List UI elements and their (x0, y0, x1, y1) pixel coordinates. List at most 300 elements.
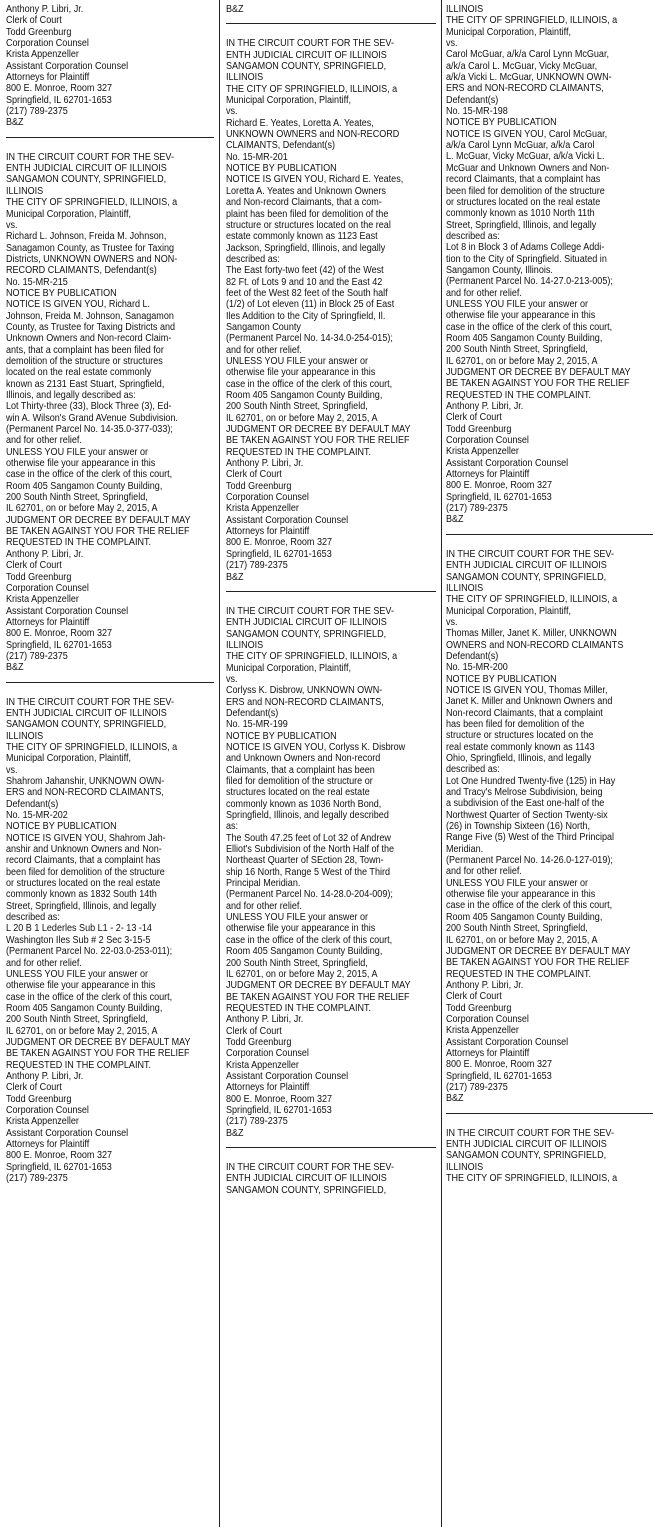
notice-line: Springfield, IL 62701-1653 (446, 1070, 552, 1082)
notice-line: Principal Meridian. (226, 878, 301, 890)
notice-line: Attorneys for Plaintiff (446, 1047, 530, 1059)
notice-line: Anthony P. Libri, Jr. (226, 1014, 304, 1026)
notice-line: 800 E. Monroe, Room 327 (6, 1150, 113, 1162)
notice-line: SANGAMON COUNTY, SPRINGFIELD, (446, 571, 607, 583)
notice-line: Springfield, IL 62701-1653 (6, 1161, 112, 1173)
notice-line: Assistant Corporation Counsel (226, 514, 349, 526)
notice-line: Room 405 Sangamon County Building, (6, 480, 163, 492)
notice-line: THE CITY OF SPRINGFIELD, ILLINOIS, a (446, 594, 618, 606)
legal-notice-block (226, 1158, 436, 1202)
notice-line: vs. (446, 38, 458, 50)
notice-line: Corporation Counsel (226, 492, 309, 504)
notice-line: Assistant Corporation Counsel (6, 60, 129, 72)
notice-line: case in the office of the clerk of this court, (226, 934, 393, 946)
notice-line: NOTICE IS GIVEN YOU, Shahrom Jah- (6, 832, 166, 844)
notice-line: Room 405 Sangamon County Building, (226, 390, 383, 401)
notice-line: Attorneys for Plaintiff (226, 1082, 310, 1094)
notice-line: JUDGMENT OR DECREE BY DEFAULT MAY (6, 514, 191, 526)
notice-line: NOTICE BY PUBLICATION (226, 730, 337, 742)
notice-line: ILLINOIS (446, 4, 484, 15)
notice-line: 200 South Ninth Street, Springfield, (446, 344, 588, 356)
notice-line: otherwise file your appearance in this (6, 458, 156, 470)
notice-line: case in the office of the clerk of this court, (446, 321, 613, 333)
notice-line: case in the office of the clerk of this court, (6, 991, 173, 1003)
notice-line: vs. (6, 219, 18, 231)
notice-line: Range Five (5) West of the Third Principal (446, 832, 615, 844)
notice-line: REQUESTED IN THE COMPLAINT. (226, 446, 372, 458)
notice-line: Street, Springfield, Illinois, and legally (6, 900, 157, 912)
notice-line: Northeast Quarter of SEction 28, Town- (226, 855, 384, 867)
notice-line: Municipal Corporation, Plaintiff, (446, 605, 571, 617)
notice-line: SANGAMON COUNTY, SPRINGFIELD, (226, 628, 387, 640)
notice-line: described as: (446, 764, 500, 776)
notice-line: JUDGMENT OR DECREE BY DEFAULT MAY (446, 945, 631, 957)
notice-line: ILLINOIS (226, 72, 264, 84)
notice-line: JUDGMENT OR DECREE BY DEFAULT MAY (446, 367, 631, 378)
notice-line: IL 62701, on or before May 2, 2015, A (6, 503, 158, 515)
notice-line: IN THE CIRCUIT COURT FOR THE SEV- (446, 548, 614, 560)
notice-line: Thomas Miller, Janet K. Miller, UNKNOWN (446, 628, 617, 640)
legal-notice-block (6, 0, 214, 135)
notice-line: otherwise file your appearance in this (226, 367, 376, 379)
notice-line: Room 405 Sangamon County Building, (226, 946, 383, 958)
notice-line: Janet K. Miller and Unknown Owners and (446, 696, 613, 708)
notice-line: 800 E. Monroe, Room 327 (446, 1059, 553, 1071)
notice-line: Krista Appenzeller (6, 1116, 79, 1128)
notice-line: L. McGuar, Vicky McGuar, a/k/a Vicki L. (446, 151, 605, 163)
notice-line: demolition of the structure or structures (6, 355, 163, 367)
notice-line: (217) 789-2375 (446, 1081, 508, 1093)
notice-line: Clerk of Court (6, 15, 62, 27)
notice-line: ILLINOIS (6, 185, 44, 197)
notice-line: NOTICE BY PUBLICATION (446, 673, 557, 685)
notice-line: and for other relief. (226, 344, 302, 356)
notice-line: No. 15-MR-202 (6, 810, 68, 822)
notice-line: Assistant Corporation Counsel (6, 1127, 129, 1139)
notice-line: Clerk of Court (226, 1025, 282, 1037)
notice-line: located on the real estate commonly (6, 367, 152, 379)
notice-line: Clerk of Court (6, 560, 62, 572)
notice-line: UNLESS YOU FILE your answer or (226, 355, 369, 367)
notice-line: Room 405 Sangamon County Building, (446, 332, 603, 344)
notice-line: Sangamon County (226, 321, 301, 333)
notice-line: Todd Greenburg (6, 1093, 72, 1105)
notice-line: and Tracy's Melrose Subdivision, being (446, 787, 603, 799)
notice-line: ILLINOIS (446, 1161, 484, 1173)
notice-line: (Permanent Parcel No. 22-03.0-253-011); (6, 946, 173, 958)
notice-line: known as 2131 East Stuart, Springfield, (6, 378, 165, 390)
notice-line: record Claimants, that a complaint has (446, 174, 601, 186)
notice-line: NOTICE BY PUBLICATION (6, 821, 117, 833)
notice-line: IN THE CIRCUIT COURT FOR THE SEV- (6, 151, 174, 163)
notice-line: (217) 789-2375 (6, 1173, 68, 1185)
notice-line: structure or structures located on the (446, 730, 594, 742)
notice-line: ILLINOIS (446, 582, 484, 594)
notice-line: or structures located on the real estate (446, 196, 601, 208)
notice-line: B&Z (226, 4, 244, 15)
notice-line: Lot Thirty-three (33), Block Three (3), Ed- (6, 401, 172, 413)
notice-line: Attorneys for Plaintiff (226, 526, 310, 538)
notice-line: Krista Appenzeller (446, 446, 519, 458)
notice-line: REQUESTED IN THE COMPLAINT. (226, 1002, 372, 1014)
notice-line: Non-record Claimants, that a complaint (446, 707, 603, 719)
notice-line: as: (226, 821, 239, 833)
notice-line: (Permanent Parcel No. 14-28.0-204-009); (226, 889, 393, 901)
notice-line: Municipal Corporation, Plaintiff, (6, 753, 131, 765)
notice-line: Room 405 Sangamon County Building, (6, 1002, 163, 1014)
notice-line: IN THE CIRCUIT COURT FOR THE SEV- (226, 605, 394, 617)
legal-notice-block (226, 0, 436, 21)
notice-line: and Unknown Owners and Non-record (226, 753, 381, 765)
notice-line: ERS and NON-RECORD CLAIMANTS, (226, 696, 384, 708)
notice-line: (Permanent Parcel No. 14-27.0-213-005); (446, 276, 613, 288)
notice-line: IN THE CIRCUIT COURT FOR THE SEV- (446, 1127, 614, 1139)
notice-line: Krista Appenzeller (226, 503, 299, 515)
notice-line: County, as Trustee for Taxing Districts and (6, 321, 176, 333)
notice-line: Jackson, Springfield, Illinois, and legally (226, 242, 386, 254)
notice-line: THE CITY OF SPRINGFIELD, ILLINOIS, a (6, 741, 178, 753)
notice-line: Corporation Counsel (6, 1104, 89, 1116)
notice-line: Todd Greenburg (446, 423, 512, 435)
notice-line: Clerk of Court (446, 991, 502, 1003)
notice-separator (226, 591, 436, 592)
notice-line: Defendant(s) (6, 798, 59, 810)
notice-line: win A. Wilson's Grand AVenue Subdivision. (6, 412, 178, 424)
notice-line: Municipal Corporation, Plaintiff, (226, 95, 351, 107)
notice-line: record Claimants, that a complaint has (6, 855, 161, 867)
notice-line: Anthony P. Libri, Jr. (226, 458, 304, 470)
notice-line: Krista Appenzeller (446, 1025, 519, 1037)
notice-line: Corporation Counsel (226, 1048, 309, 1060)
notice-line: The South 47.25 feet of Lot 32 of Andrew (226, 832, 391, 844)
notice-line: Anthony P. Libri, Jr. (6, 4, 84, 15)
legal-notice-block (6, 148, 214, 680)
notice-line: B&Z (226, 1127, 244, 1139)
notice-line: BE TAKEN AGAINST YOU FOR THE RELIEF (226, 435, 410, 447)
notice-line: Springfield, IL 62701-1653 (6, 639, 112, 651)
notice-line: BE TAKEN AGAINST YOU FOR THE RELIEF (6, 526, 190, 538)
notice-line: (217) 789-2375 (226, 560, 288, 572)
notice-line: NOTICE BY PUBLICATION (446, 117, 557, 129)
notice-line: 200 South Ninth Street, Springfield, (226, 401, 368, 413)
notice-line: case in the office of the clerk of this court, (226, 378, 393, 390)
notice-line: Richard E. Yeates, Loretta A. Yeates, (226, 117, 374, 129)
notice-line: 800 E. Monroe, Room 327 (226, 1093, 333, 1105)
notice-line: otherwise file your appearance in this (446, 310, 596, 322)
notice-line: IN THE CIRCUIT COURT FOR THE SEV- (6, 696, 174, 708)
notice-line: JUDGMENT OR DECREE BY DEFAULT MAY (6, 1036, 191, 1048)
notice-line: Todd Greenburg (6, 26, 72, 38)
notice-line: Room 405 Sangamon County Building, (446, 911, 603, 923)
notice-line: Springfield, IL 62701-1653 (226, 1104, 332, 1116)
notice-line: Northwest Quarter of Section Twenty-six (446, 809, 608, 821)
notice-line: IL 62701, on or before May 2, 2015, A (226, 968, 378, 980)
notice-line: McGuar and Unknown Owners and Non- (446, 162, 610, 174)
notice-line: ENTH JUDICIAL CIRCUIT OF ILLINOIS (446, 560, 607, 572)
notice-line: BE TAKEN AGAINST YOU FOR THE RELIEF (226, 991, 410, 1003)
notice-line: and for other relief. (6, 435, 82, 447)
notice-line: structures located on the real estate (226, 787, 370, 799)
notice-line: Elliot's Subdivision of the North Half of the (226, 844, 395, 856)
notice-line: B&Z (6, 117, 24, 129)
notice-line: otherwise file your appearance in this (226, 923, 376, 935)
notice-line: NOTICE IS GIVEN YOU, Richard L. (6, 299, 151, 311)
notice-line: tion to the City of Springfield. Situated in (446, 253, 607, 265)
notice-line: Shahrom Jahanshir, UNKNOWN OWN- (6, 776, 165, 787)
notice-line: been filed for demolition of the structure (446, 185, 605, 197)
notice-line: NOTICE IS GIVEN YOU, Corlyss K. Disbrow (226, 741, 406, 753)
legal-notice-block (226, 34, 436, 589)
notice-line: No. 15-MR-198 (446, 106, 508, 118)
notice-line: a/k/a Carol Lynn McGuar, a/k/a Carol (446, 140, 595, 152)
notice-line: Illinois, and legally described as: (6, 390, 136, 401)
notice-line: 200 South Ninth Street, Springfield, (446, 923, 588, 935)
notice-line: SANGAMON COUNTY, SPRINGFIELD, (226, 1184, 387, 1196)
notice-line: No. 15-MR-200 (446, 662, 508, 674)
notice-line: real estate commonly known as 1143 (446, 741, 595, 753)
notice-line: anshir and Unknown Owners and Non- (6, 844, 162, 856)
notice-line: and for other relief. (446, 287, 522, 299)
notice-line: (Permanent Parcel No. 14-34.0-254-015); (226, 333, 393, 345)
notice-line: JUDGMENT OR DECREE BY DEFAULT MAY (226, 424, 411, 436)
legal-notice-block (446, 1124, 653, 1191)
notice-separator (6, 682, 214, 683)
notice-line: ILLINOIS (6, 730, 44, 742)
notice-line: Attorneys for Plaintiff (446, 469, 530, 481)
notice-line: SANGAMON COUNTY, SPRINGFIELD, (446, 1150, 607, 1162)
notice-line: Assistant Corporation Counsel (446, 457, 569, 469)
notice-line: Districts, UNKNOWN OWNERS and NON- (6, 253, 178, 265)
notice-line: SANGAMON COUNTY, SPRINGFIELD, (6, 719, 167, 731)
notice-separator (226, 1147, 436, 1148)
notice-line: and Non-record Claimants, that a com- (226, 197, 382, 209)
notice-line: or structures located on the real estate (6, 878, 161, 890)
notice-line: UNLESS YOU FILE your answer or (6, 968, 149, 980)
notice-line: IL 62701, on or before May 2, 2015, A (446, 355, 598, 367)
notice-line: B&Z (226, 571, 244, 583)
notice-line: Richard L. Johnson, Freida M. Johnson, (6, 231, 167, 243)
notice-line: case in the office of the clerk of this court, (446, 900, 613, 912)
notice-line: Lot One Hundred Twenty-five (125) in Hay (446, 775, 616, 787)
notice-line: Todd Greenburg (446, 1002, 512, 1014)
notice-line: The East forty-two feet (42) of the West (226, 265, 384, 277)
notice-line: been filed for demolition of the structure (6, 866, 165, 878)
notice-line: Clerk of Court (226, 469, 282, 481)
notice-line: otherwise file your appearance in this (446, 889, 596, 901)
column-3 (446, 0, 653, 1527)
legal-notice-block (446, 0, 653, 532)
notice-line: REQUESTED IN THE COMPLAINT. (446, 968, 592, 980)
notice-line: ENTH JUDICIAL CIRCUIT OF ILLINOIS (446, 1139, 607, 1150)
notice-line: feet of the West 82 feet of the South half (226, 287, 388, 299)
notice-line: Street, Springfield, Illinois, and legally (446, 219, 597, 231)
legal-notice-block (226, 602, 436, 1145)
notice-line: No. 15-MR-201 (226, 151, 288, 163)
notice-line: case in the office of the clerk of this court, (6, 469, 173, 481)
notice-line: IN THE CIRCUIT COURT FOR THE SEV- (226, 1162, 394, 1173)
notice-line: and for other relief. (226, 900, 302, 912)
notice-line: Corporation Counsel (6, 582, 89, 594)
notice-line: (Permanent Parcel No. 14-26.0-127-019); (446, 855, 613, 867)
notice-separator (446, 1113, 653, 1114)
notice-line: estate commonly known as 1123 East (226, 231, 378, 243)
notice-line: B&Z (6, 662, 24, 674)
notice-line: L 20 B 1 Lederles Sub L1 - 2- 13 -14 (6, 923, 152, 935)
notice-line: NOTICE IS GIVEN YOU, Carol McGuar, (446, 128, 608, 140)
notice-line: Loretta A. Yeates and Unknown Owners (226, 185, 386, 197)
notice-line: NOTICE BY PUBLICATION (6, 287, 117, 299)
notice-line: Defendant(s) (446, 650, 499, 662)
notice-line: BE TAKEN AGAINST YOU FOR THE RELIEF (446, 957, 630, 969)
notice-line: 800 E. Monroe, Room 327 (226, 537, 333, 549)
notice-line: ILLINOIS (226, 639, 264, 651)
notice-line: JUDGMENT OR DECREE BY DEFAULT MAY (226, 980, 411, 992)
notice-line: Clerk of Court (446, 412, 502, 424)
notice-line: SANGAMON COUNTY, SPRINGFIELD, (6, 174, 167, 186)
notice-line: THE CITY OF SPRINGFIELD, ILLINOIS, a (6, 197, 178, 209)
notice-line: (1/2) of Lot eleven (11) in Block 25 of East (226, 299, 395, 311)
notice-line: Lot 8 in Block 3 of Adams College Addi- (446, 242, 605, 254)
notice-line: BE TAKEN AGAINST YOU FOR THE RELIEF (6, 1048, 190, 1060)
notice-line: Anthony P. Libri, Jr. (446, 401, 524, 413)
notice-line: Defendant(s) (226, 707, 279, 719)
notice-line: described as: (226, 253, 280, 265)
notice-line: UNLESS YOU FILE your answer or (446, 298, 589, 310)
notice-line: 200 South Ninth Street, Springfield, (226, 957, 368, 969)
notice-line: Springfield, Illinois, and legally described (226, 810, 389, 822)
notice-line: Todd Greenburg (226, 480, 292, 492)
notice-line: Krista Appenzeller (6, 594, 79, 606)
notice-line: (217) 789-2375 (226, 1116, 288, 1128)
notice-line: IL 62701, on or before May 2, 2015, A (6, 1025, 158, 1037)
notice-line: ship 16 North, Range 5 West of the Third (226, 866, 391, 878)
notice-line: IL 62701, on or before May 2, 2015, A (226, 412, 378, 424)
notice-line: Corporation Counsel (6, 38, 89, 50)
notice-line: UNLESS YOU FILE your answer or (6, 446, 149, 458)
notice-line: and for other relief. (446, 866, 522, 878)
notice-line: IN THE CIRCUIT COURT FOR THE SEV- (226, 38, 394, 50)
notice-line: Washington Iles Sub # 2 Sec 3-15-5 (6, 934, 151, 946)
notice-line: THE CITY OF SPRINGFIELD, ILLINOIS, a (446, 15, 618, 27)
notice-line: Krista Appenzeller (226, 1059, 299, 1071)
notice-line: ENTH JUDICIAL CIRCUIT OF ILLINOIS (6, 163, 167, 175)
notice-line: vs. (226, 106, 238, 118)
notice-line: ENTH JUDICIAL CIRCUIT OF ILLINOIS (226, 49, 387, 61)
notice-line: filed for demolition of the structure or (226, 776, 373, 787)
notice-line: (217) 789-2375 (6, 106, 68, 118)
notice-line: described as: (446, 230, 500, 242)
notice-line: CLAIMANTS, Defendant(s) (226, 140, 336, 152)
notice-line: 800 E. Monroe, Room 327 (6, 628, 113, 640)
notice-line: a subdivision of the East one-half of the (446, 798, 605, 810)
notice-line: Meridian. (446, 843, 484, 855)
notice-line: Todd Greenburg (6, 571, 72, 583)
notice-line: ENTH JUDICIAL CIRCUIT OF ILLINOIS (6, 707, 167, 719)
notice-line: ERS and NON-RECORD CLAIMANTS, (6, 787, 164, 799)
notice-line: Todd Greenburg (226, 1036, 292, 1048)
notice-line: has been filed for demolition of the (446, 718, 585, 730)
notice-line: 200 South Ninth Street, Springfield, (6, 1014, 148, 1026)
notice-line: Municipal Corporation, Plaintiff, (226, 662, 351, 674)
notice-line: Iles Addition to the City of Springfield, Il. (226, 310, 386, 322)
notice-line: UNLESS YOU FILE your answer or (226, 912, 369, 924)
notice-line: ENTH JUDICIAL CIRCUIT OF ILLINOIS (226, 617, 387, 629)
legal-notice-block (446, 545, 653, 1111)
notice-line: THE CITY OF SPRINGFIELD, ILLINOIS, a (446, 1173, 618, 1185)
notice-line: 800 E. Monroe, Room 327 (6, 83, 113, 95)
notice-line: (Permanent Parcel No. 14-35.0-377-033); (6, 424, 173, 436)
notice-line: described as: (6, 912, 60, 924)
notice-line: ants, that a complaint has been filed for (6, 344, 164, 356)
notice-line: UNKNOWN OWNERS and NON-RECORD (226, 129, 400, 141)
notice-line: OWNERS and NON-RECORD CLAIMANTS (446, 639, 624, 651)
notice-line: B&Z (446, 514, 464, 526)
notice-line: REQUESTED IN THE COMPLAINT. (446, 389, 592, 401)
notice-line: ERS and NON-RECORD CLAIMANTS, (446, 83, 604, 95)
notice-line: 82 Ft. of Lots 9 and 10 and the East 42 (226, 276, 383, 288)
notice-line: 200 South Ninth Street, Springfield, (6, 492, 148, 504)
notice-line: Assistant Corporation Counsel (6, 605, 129, 617)
notice-line: 800 E. Monroe, Room 327 (446, 480, 553, 492)
notice-line: Unknown Owners and Non-record Claim- (6, 333, 172, 345)
notice-line: NOTICE IS GIVEN YOU, Richard E. Yeates, (226, 174, 404, 186)
notice-line: otherwise file your appearance in this (6, 980, 156, 992)
column-divider (441, 0, 442, 1527)
notice-line: Springfield, IL 62701-1653 (6, 94, 112, 106)
notice-line: THE CITY OF SPRINGFIELD, ILLINOIS, a (226, 83, 398, 95)
notice-line: NOTICE BY PUBLICATION (226, 163, 337, 175)
notice-line: Assistant Corporation Counsel (446, 1036, 569, 1048)
notice-line: Municipal Corporation, Plaintiff, (446, 26, 571, 38)
notice-line: RECORD CLAIMANTS, Defendant(s) (6, 265, 157, 277)
notice-line: (26) in Township Sixteen (16) North, (446, 821, 591, 833)
notice-line: ENTH JUDICIAL CIRCUIT OF ILLINOIS (226, 1173, 387, 1185)
notice-line: Clerk of Court (6, 1082, 62, 1094)
notice-line: Sangamon County, Illinois. (446, 264, 553, 276)
notice-line: Springfield, IL 62701-1653 (226, 548, 332, 560)
notice-line: IL 62701, on or before May 2, 2015, A (446, 934, 598, 946)
column-2 (226, 0, 436, 1527)
notice-line: No. 15-MR-215 (6, 276, 68, 288)
notice-line: Attorneys for Plaintiff (6, 72, 90, 84)
notice-line: commonly known as 1832 South 14th (6, 889, 157, 901)
notice-line: SANGAMON COUNTY, SPRINGFIELD, (226, 61, 387, 73)
column-1 (6, 0, 214, 1527)
notice-line: vs. (6, 764, 18, 776)
notice-line: Claimants, that a complaint has been (226, 764, 375, 776)
notice-line: BE TAKEN AGAINST YOU FOR THE RELIEF (446, 378, 630, 390)
notice-line: vs. (446, 616, 458, 628)
notice-line: No. 15-MR-199 (226, 719, 288, 731)
notice-line: Springfield, IL 62701-1653 (446, 491, 552, 503)
notice-line: B&Z (446, 1093, 464, 1105)
notice-separator (6, 137, 214, 138)
notice-line: REQUESTED IN THE COMPLAINT. (6, 537, 152, 549)
notice-line: Municipal Corporation, Plaintiff, (6, 208, 131, 220)
notice-line: Carol McGuar, a/k/a Carol Lynn McGuar, (446, 49, 609, 61)
notice-line: Assistant Corporation Counsel (226, 1070, 349, 1082)
notice-line: Ohio, Springfield, Illinois, and legally (446, 753, 592, 764)
notice-separator (446, 534, 653, 535)
notice-line: and for other relief. (6, 957, 82, 969)
notice-line: Corlyss K. Disbrow, UNKNOWN OWN- (226, 685, 383, 697)
notice-line: Anthony P. Libri, Jr. (446, 979, 524, 991)
notice-line: structure or structures located on the real (226, 219, 391, 231)
notice-line: vs. (226, 673, 238, 685)
notice-line: plaint has been filed for demolition of the (226, 208, 389, 220)
notice-line: Corporation Counsel (446, 1013, 529, 1025)
column-divider (219, 0, 220, 1527)
